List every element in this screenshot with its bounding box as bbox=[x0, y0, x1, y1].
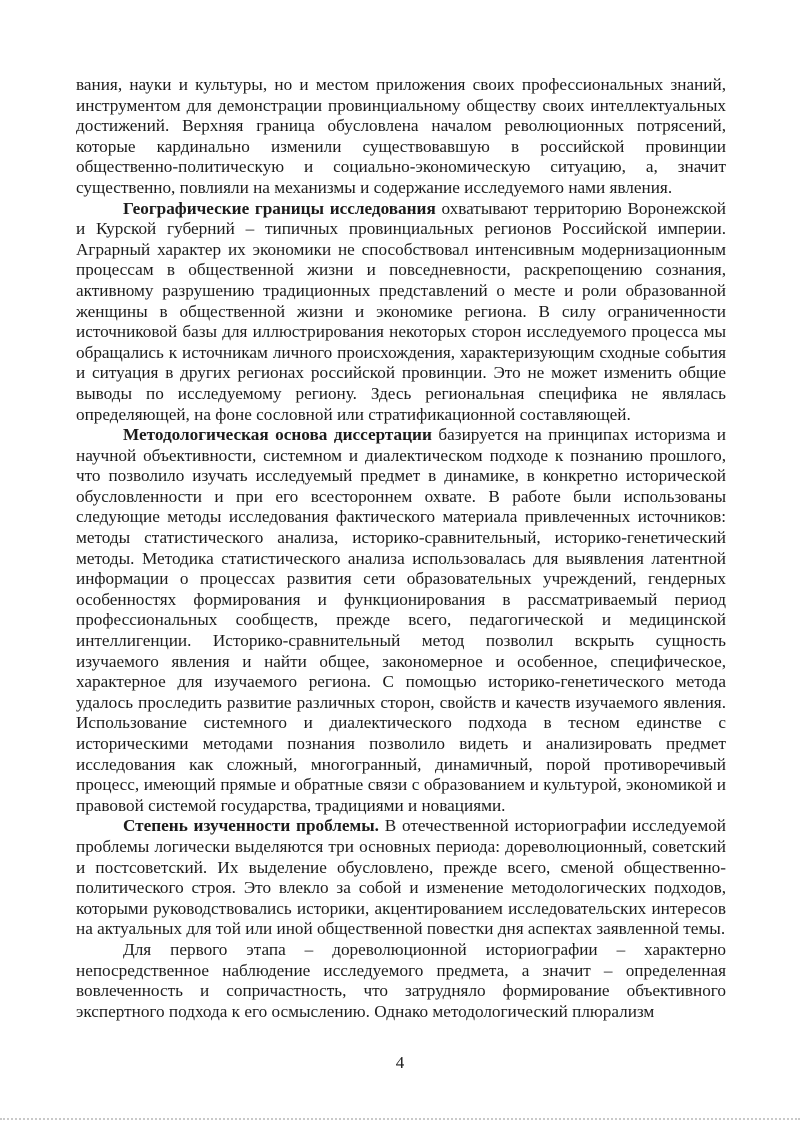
paragraph-text: базируется на принципах историзма и научной объективности, системном и диалектическом подходе к познанию прошлого, что позволило изучать исследуемый предмет в динамике, в конкретно исторической обусловленности и при его всестороннем охвате. В работе были использованы следующие методы исследования фактического материала привлеченных источников: методы статистического анализа, историко-сравнительный, историко-генетический методы. Методика статистического анализа использовалась для выявления латентной информации о процессах развития сети образовательных учреждений, гендерных особенностях формирования и функционирования в рассматриваемый период профессиональных сообществ, прежде всего, педагогической и медицинской интеллигенции. Историко-сравнительный метод позволил вскрыть сущность изучаемого явления и найти общее, закономерное и особенное, специфическое, характерное для изучаемого региона. С помощью историко-генетического метода удалось проследить развитие различных сторон, свойств и качеств изучаемого явления. Использование системного и диалектического подхода в тесном единстве с историческими методами познания позволило видеть и анализировать предмет исследования как сложный, многогранный, динамичный, порой противоречивый процесс, имеющий прямые и обратные связи с образованием и культурой, экономикой и правовой системой государства, традициями и новациями. bbox=[76, 425, 727, 815]
paragraph-geographic-scope bbox=[76, 199, 726, 426]
paragraph-lead-heading: Географические границы исследования bbox=[123, 198, 436, 218]
paragraph-continuation: вания, науки и культуры, но и местом приложения своих профессиональных знаний, инструментом для демонстрации провинциальному обществу своих интеллектуальных достижений. Верхняя граница обусловлена началом революционных потрясений, которые кардинально изменили существовавшую в российской провинции общественно-политическую и социально-экономическую ситуацию, а, значит существенно, повлияли на механизмы и содержание исследуемого нами явления. bbox=[76, 75, 726, 197]
document-body bbox=[76, 75, 726, 1022]
paragraph-text: охватывают территорию Воронежской и Курской губерний – типичных провинциальных регионов Российской империи. Аграрный характер их экономики не способствовал интенсивным модернизационным процессам в общественной жизни и повседневности, раскрепощению сознания, активному разрушению традиционных представлений о месте и роли образованной женщины в общественной жизни и экономике региона. В силу ограниченности источниковой базы для иллюстрирования некоторых сторон исследуемого процесса мы обращались к источникам личного происхождения, характеризующим сходные события и ситуация в других регионах российской провинции. Это не может изменить общие выводы по исследуемому региону. Здесь региональная специфика не являлась определяющей, на фоне сословной или стратификационной составляющей. bbox=[76, 198, 727, 424]
paragraph-methodology bbox=[76, 425, 726, 816]
scan-bottom-edge bbox=[0, 1118, 800, 1120]
page-number: 4 bbox=[395, 1053, 405, 1072]
paragraph-first-stage: Для первого этапа – дореволюционной историографии – характерно непосредственное наблюдение исследуемого предмета, а значит – определенная вовлеченность и сопричастность, что затрудняло формирование объективного экспертного подхода к его осмыслению. Однако методологический плюрализм bbox=[76, 939, 726, 1021]
paragraph-degree-of-study bbox=[76, 816, 726, 940]
paragraph-text: В отечественной историографии исследуемой проблемы логически выделяются три основных периода: дореволюционный, советский и постсоветский. Их выделение обусловлено, прежде всего, сменой общественно-политического строя. Это влекло за собой и изменение методологических подходов, которыми руководствовались историки, акцентированием исследовательских интересов на актуальных для той или иной общественной повестки дня аспектах заявленной темы. bbox=[76, 816, 727, 939]
paragraph-lead-heading: Методологическая основа диссертации bbox=[123, 425, 432, 445]
paragraph-lead-heading: Степень изученности проблемы. bbox=[123, 816, 379, 836]
